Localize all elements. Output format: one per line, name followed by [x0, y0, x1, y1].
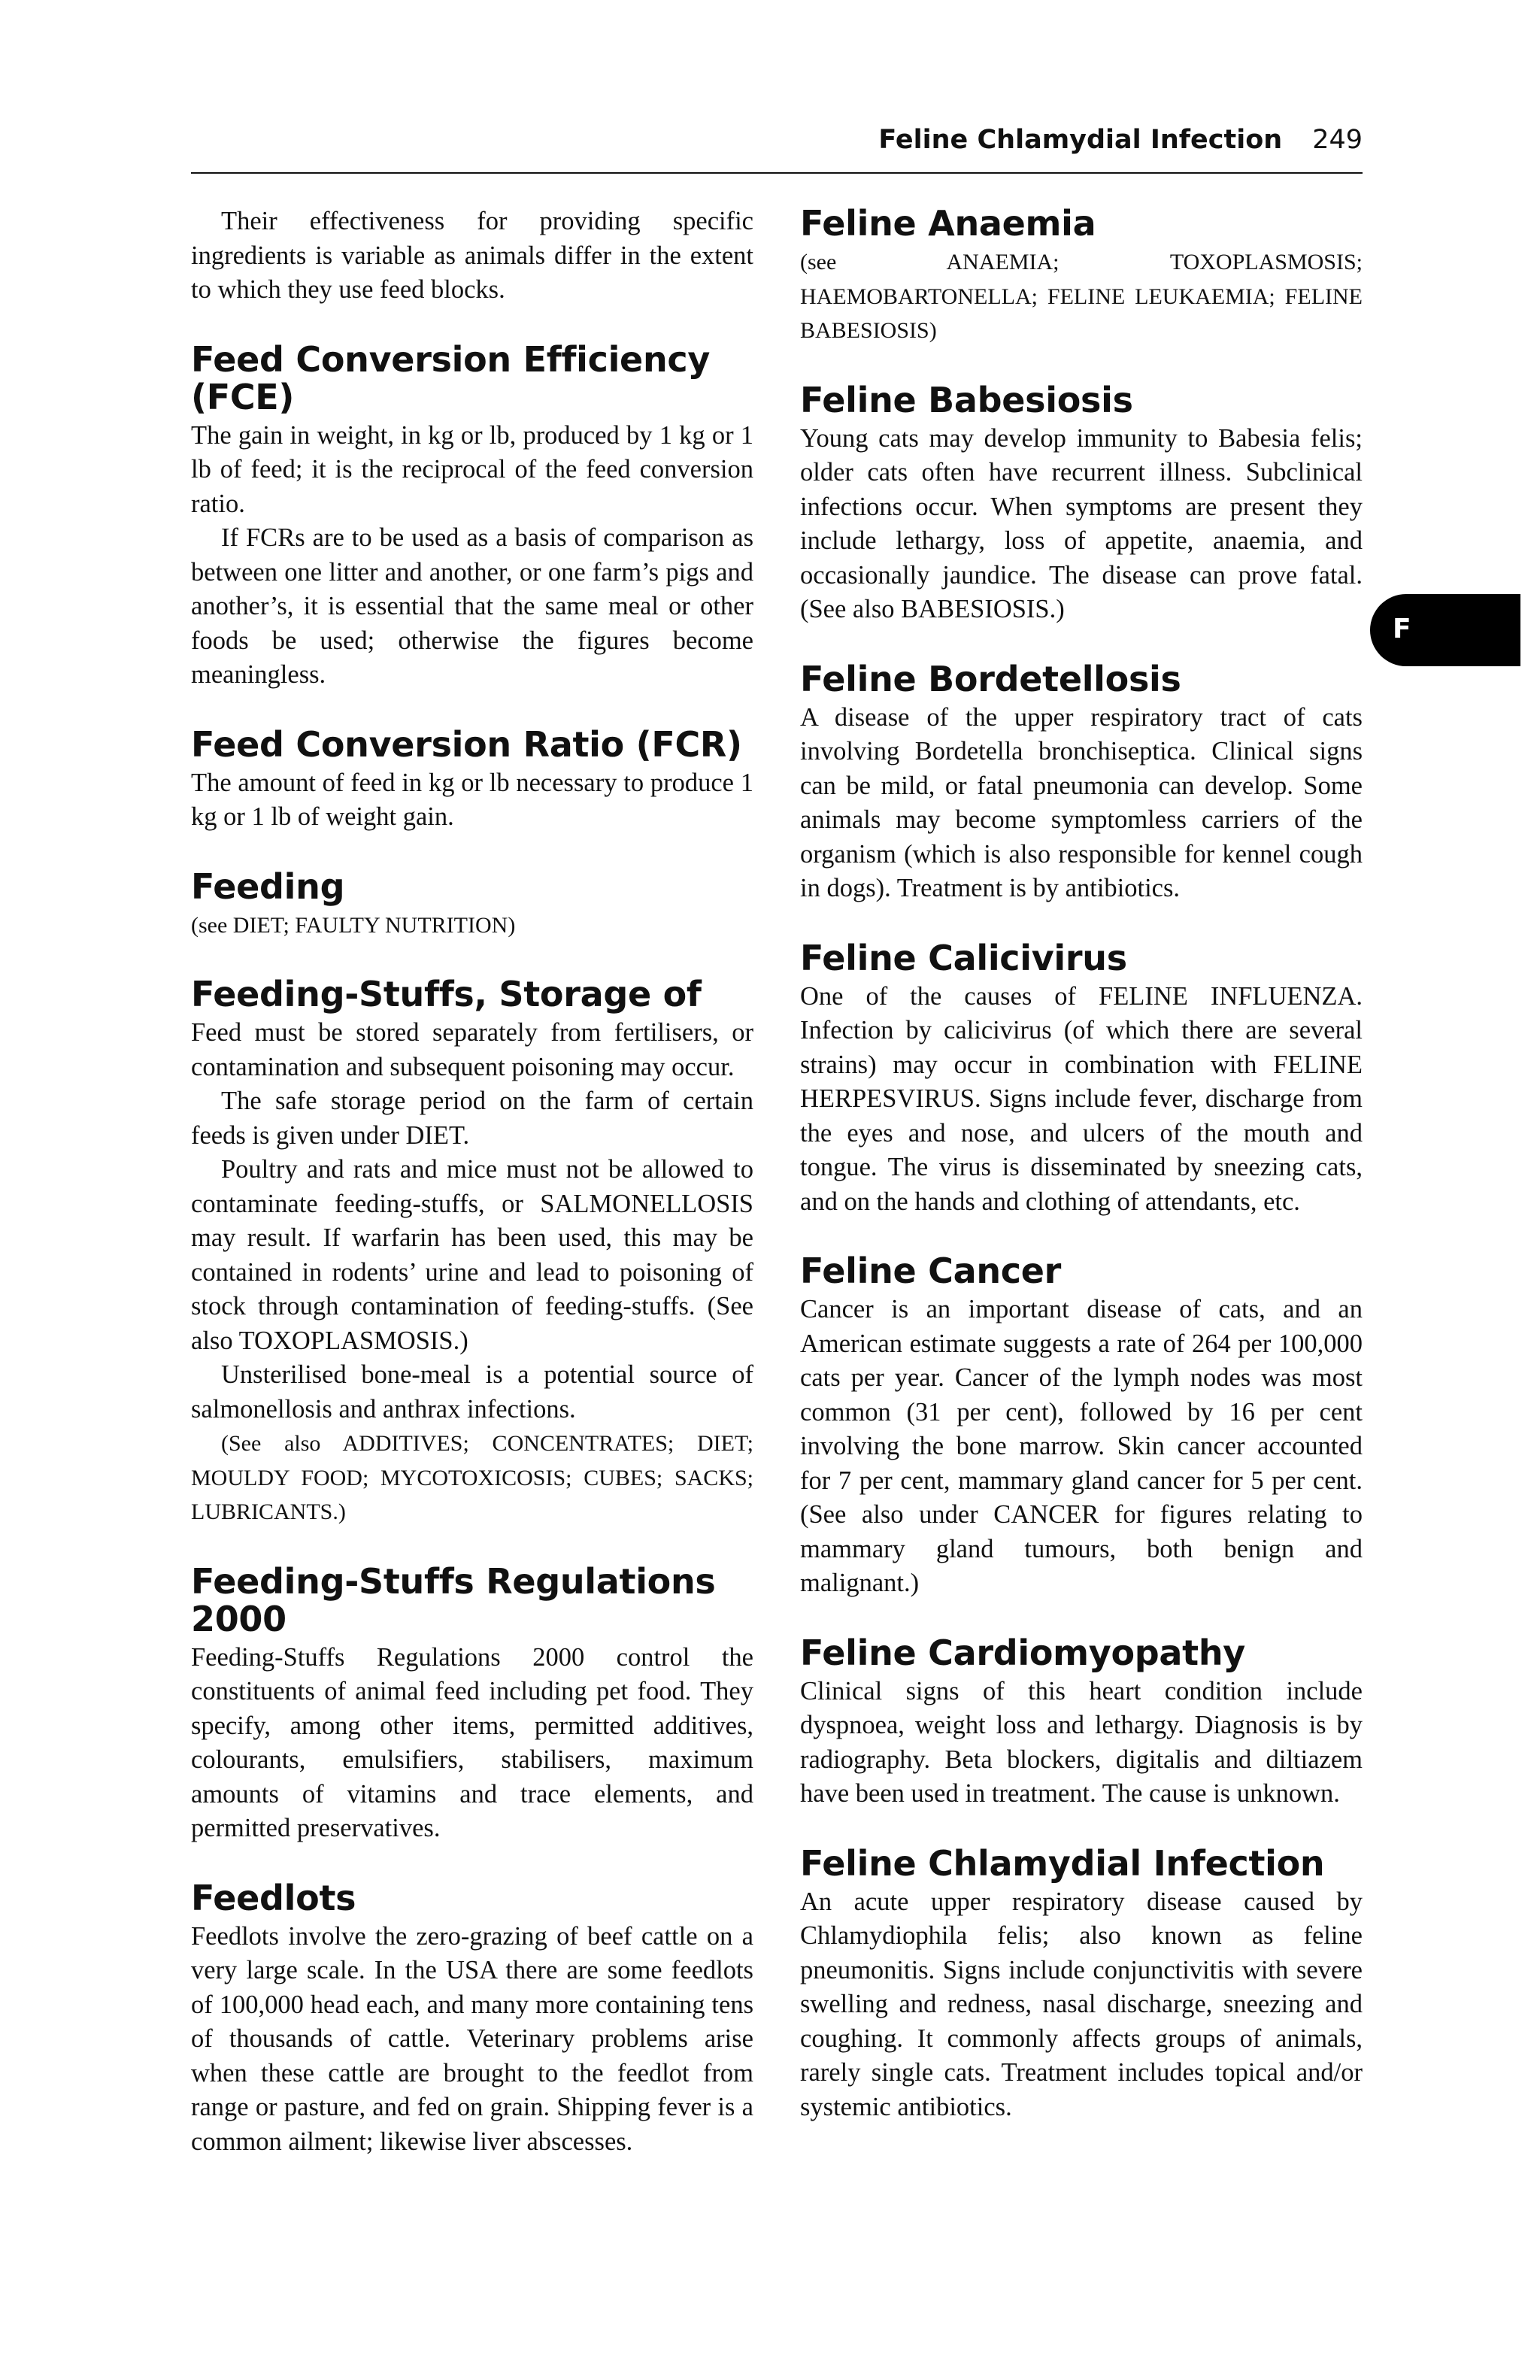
- entry-heading: Feline Bordetellosis: [800, 658, 1181, 699]
- entry-feeding: [191, 868, 753, 943]
- entry-heading: Feline Anaemia: [800, 203, 1096, 244]
- cross-reference: (See also ADDITIVES; CONCENTRATES; DIET; MOULDY FOOD; MYCOTOXICOSIS; CUBES; SACKS; LUBRICANTS.): [191, 1431, 753, 1524]
- continuation-paragraph: Their effectiveness for providing specific ingredients is variable as animals differ in the extent to which they use feed blocks.: [191, 207, 753, 304]
- entry-paragraph: The amount of feed in kg or lb necessary to produce 1 kg or 1 lb of weight gain.: [191, 768, 753, 831]
- entry-feed-conversion-efficiency: [191, 338, 753, 693]
- entry-paragraph: The gain in weight, in kg or lb, produced by 1 kg or 1 lb of feed; it is the reciprocal of the feed conversion ratio.: [191, 420, 753, 518]
- entry-heading: Feline Cardiomyopathy: [800, 1632, 1245, 1673]
- left-column: [191, 205, 753, 2192]
- entry-heading: Feeding-Stuffs Regulations 2000: [191, 1560, 716, 1639]
- entry-feline-calicivirus: [800, 939, 1363, 1220]
- entry-paragraph: Clinical signs of this heart condition include dyspnoea, weight loss and lethargy. Diagnosis is by radiography. Beta blockers, digitalis and diltiazem have been used in treatment. The cause is unknown.: [800, 1676, 1363, 1808]
- section-thumb-tab: [1370, 594, 1520, 666]
- entry-heading: Feeding: [191, 866, 345, 907]
- entry-feed-conversion-ratio: [191, 723, 753, 835]
- entry-feline-cardiomyopathy: [800, 1634, 1363, 1812]
- entry-paragraph: The safe storage period on the farm of certain feeds is given under DIET.: [191, 1087, 753, 1150]
- cross-reference: (see ANAEMIA; TOXOPLASMOSIS; HAEMOBARTONELLA; FELINE LEUKAEMIA; FELINE BABESIOSIS): [800, 250, 1363, 343]
- entry-feline-bordetellosis: [800, 660, 1363, 906]
- entry-heading: Feline Calicivirus: [800, 937, 1127, 978]
- entry-paragraph: Young cats may develop immunity to Babesia felis; older cats often have recurrent illness. Subclinical infections occur. When symptoms are present they include lethargy, loss of appetite, anaemia, and occasionally jaundice. The disease can prove fatal. (See also BABESIOSIS.): [800, 423, 1363, 623]
- entry-paragraph: Feeding-Stuffs Regulations 2000 control the constituents of animal feed including pet food. They specify, among other items, permitted additives, colourants, emulsifiers, stabilisers, maximum amounts of vitamins and trace elements, and permitted preservatives.: [191, 1642, 753, 1842]
- entry-paragraph: If FCRs are to be used as a basis of comparison as between one litter and another, or one farm’s pigs and another’s, it is essential that the same meal or other foods be used; otherwise the figures become meaningless.: [191, 523, 753, 689]
- entry-paragraph: Cancer is an important disease of cats, and an American estimate suggests a rate of 264 per 100,000 cats per year. Cancer of the lymph nodes was most common (31 per cent), followed by 16 per cent involving the bone marrow. Skin cancer accounted for 7 per cent, mammary gland cancer for 5 per cent. (See also under CANCER for figures relating to mammary gland tumours, both benign and malignant.): [800, 1295, 1363, 1597]
- running-head: [191, 125, 1363, 155]
- page-number: 249: [1312, 125, 1363, 155]
- entry-paragraph: A disease of the upper respiratory tract of cats involving Bordetella bronchiseptica. Clinical signs can be mild, or fatal pneumonia can develop. Some animals may become symptomless carriers of the organism (which is also responsible for kennel cough in dogs). Treatment is by antibiotics.: [800, 702, 1363, 902]
- right-column: [800, 205, 1363, 2157]
- entry-feedlots: [191, 1879, 753, 2160]
- entry-paragraph: An acute upper respiratory disease caused by Chlamydiophila felis; also known as feline pneumonitis. Signs include conjunctivitis with severe swelling and redness, nasal discharge, sneezing and coughing. It commonly affects groups of animals, rarely single cats. Treatment includes topical and/or systemic antibiotics.: [800, 1887, 1363, 2121]
- entry-feline-cancer: [800, 1252, 1363, 1601]
- entry-paragraph: Feed must be stored separately from fertilisers, or contamination and subsequent poisoning may occur.: [191, 1018, 753, 1081]
- entry-feline-anaemia: [800, 205, 1363, 348]
- entry-continuation: [191, 205, 753, 308]
- entry-heading: Feline Cancer: [800, 1251, 1062, 1291]
- entry-heading: Feline Chlamydial Infection: [800, 1842, 1325, 1884]
- entry-paragraph: Unsterilised bone-meal is a potential source of salmonellosis and anthrax infections.: [191, 1360, 753, 1423]
- thumb-tab-letter: F: [1393, 614, 1411, 644]
- entry-heading: Feed Conversion Efficiency (FCE): [191, 338, 711, 417]
- entry-paragraph: One of the causes of FELINE INFLUENZA. Infection by calicivirus (of which there are several strains) may occur in combination with FELINE HERPESVIRUS. Signs include fever, discharge from the eyes and nose, and ulcers of the mouth and tongue. The virus is disseminated by sneezing cats, and on the hands and clothing of attendants, etc.: [800, 981, 1363, 1216]
- entry-paragraph: Feedlots involve the zero-grazing of beef cattle on a very large scale. In the USA there are some feedlots of 100,000 head each, and many more containing tens of thousands of cattle. Veterinary problems arise when these cattle are brought to the feedlot from range or pasture, and fed on grain. Shipping fever is a common ailment; likewise liver abscesses.: [191, 1921, 753, 2156]
- header-rule: [191, 172, 1363, 174]
- entry-paragraph: Poultry and rats and mice must not be allowed to contaminate feeding-stuffs, or SALMONELLOSIS may result. If warfarin has been used, this may be contained in rodents’ urine and lead to poisoning of stock through contamination of feeding-stuffs. (See also TOXOPLASMOSIS.): [191, 1155, 753, 1355]
- cross-reference: (see DIET; FAULTY NUTRITION): [191, 912, 516, 938]
- entry-feline-chlamydial-infection: [800, 1842, 1363, 2125]
- entry-heading: Feeding-Stuffs, Storage of: [191, 974, 702, 1014]
- entry-heading: Feline Babesiosis: [800, 379, 1133, 420]
- entry-feeding-stuffs-storage: [191, 975, 753, 1530]
- entry-heading: Feed Conversion Ratio (FCR): [191, 723, 742, 765]
- entry-feline-babesiosis: [800, 381, 1363, 627]
- entry-heading: Feedlots: [191, 1877, 356, 1918]
- entry-feeding-stuffs-regulations: [191, 1560, 753, 1846]
- running-head-title: Feline Chlamydial Infection: [878, 125, 1283, 155]
